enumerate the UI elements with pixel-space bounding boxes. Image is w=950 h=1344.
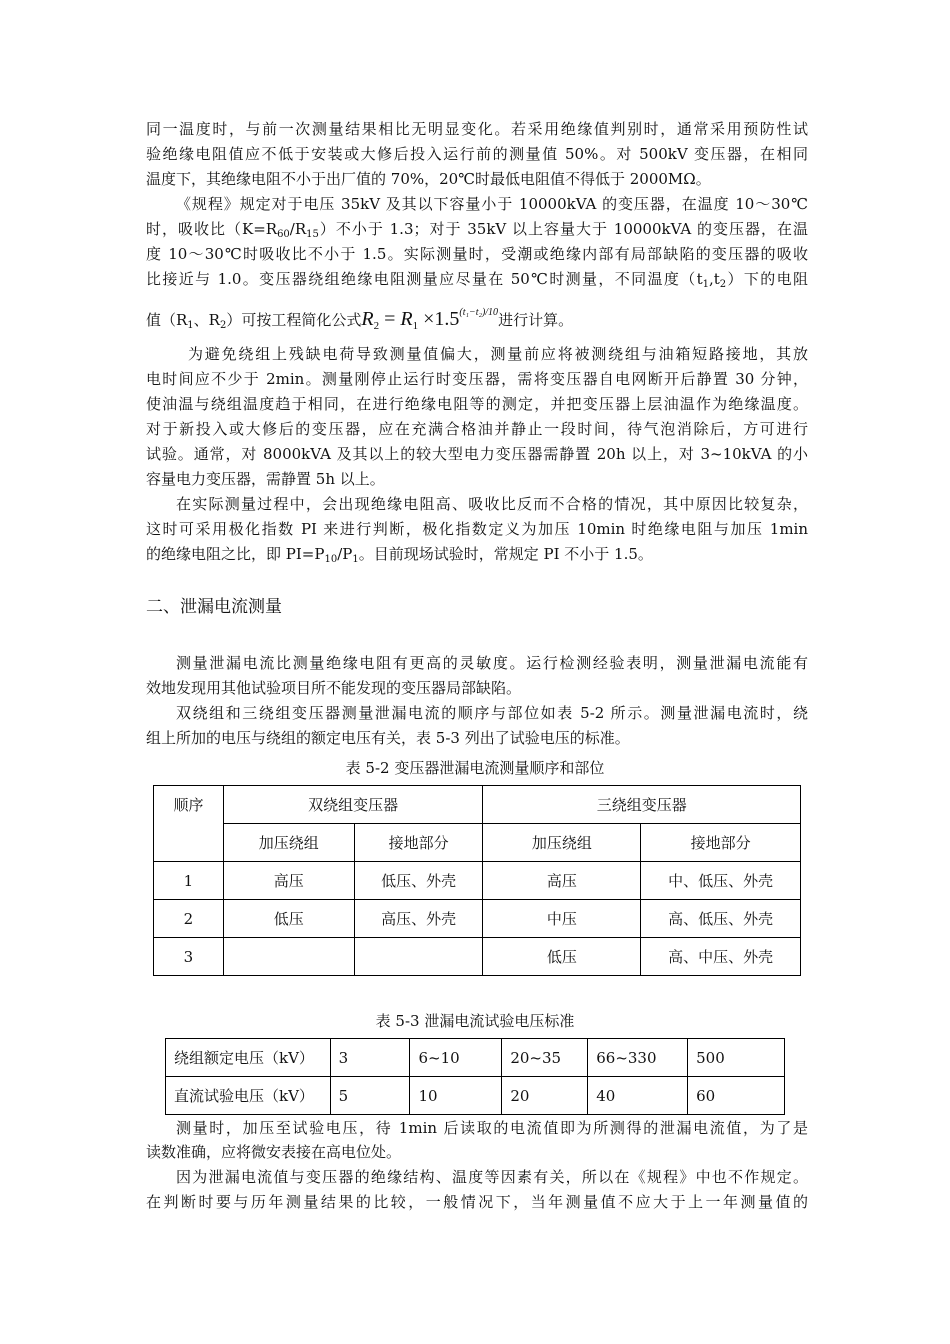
table-cell: 20~35	[502, 1039, 588, 1077]
table-cell: 高压、外壳	[354, 900, 483, 938]
table-cell: 3	[154, 938, 224, 976]
paragraph-line-with-formula: 值（$R_1$、$R_2$）可按工程简化公式$R_2 = R_1 \times 1.5^{(t_1-t_2)/10}$进行计算。	[146, 307, 574, 332]
resistance-formula: $R_2 = R_1 \times 1.5^{(t_1-t_2)/10}$	[361, 307, 499, 332]
table-cell: 加压绕组	[483, 824, 641, 862]
table-cell: 中压	[483, 900, 641, 938]
table-cell: 10	[410, 1077, 502, 1115]
paragraph-line: 因为泄漏电流值与变压器的绝缘结构、温度等因素有关，所以在《规程》中也不作规定。	[176, 1168, 808, 1186]
paragraph-line: 为避免绕组上残缺电荷导致测量值偏大，测量前应将被测绕组与油箱短路接地，其放	[188, 345, 808, 363]
table-row	[154, 938, 801, 976]
paragraph-line: 组上所加的电压与绕组的额定电压有关，表 5-3 列出了试验电压的标准。	[146, 729, 630, 747]
table-cell	[223, 938, 354, 976]
paragraph-line: 容量电力变压器，需静置 5h 以上。	[146, 470, 385, 488]
paragraph-line: 比接近与 1.0。变压器绕组绝缘电阻测量应尽量在 50℃时测量，不同温度$(t_1,t_2)$下的电阻	[146, 270, 808, 290]
table-cell: 低压、外壳	[354, 862, 483, 900]
table-cell: 高、中压、外壳	[641, 938, 801, 976]
paragraph-line: 度 10～30℃时吸收比不小于 1.5。实际测量时，受潮或绝缘内部有局部缺陷的变压器的吸收	[146, 245, 808, 263]
test-voltage-table	[165, 1038, 785, 1115]
table-cell: 顺序	[154, 786, 224, 862]
paragraph-line: 效地发现用其他试验项目所不能发现的变压器局部缺陷。	[146, 679, 522, 697]
paragraph-line: 对于新投入或大修后的变压器，应在充满合格油并静止一段时间，待气泡消除后，方可进行	[146, 420, 808, 438]
table-cell: 绕组额定电压（kV）	[166, 1039, 331, 1077]
table-cell	[354, 938, 483, 976]
paragraph-line: 同一温度时，与前一次测量结果相比无明显变化。若采用绝缘值判别时，通常采用预防性试	[146, 120, 808, 138]
paragraph-line: 温度下，其绝缘电阻不小于出厂值的 70%，20℃时最低电阻值不得低于 2000MΩ。	[146, 170, 711, 188]
table-cell: 高压	[483, 862, 641, 900]
table-cell: 40	[588, 1077, 688, 1115]
table-row	[166, 1077, 785, 1115]
table-cell: 1	[154, 862, 224, 900]
table-cell: 直流试验电压（kV）	[166, 1077, 331, 1115]
table-cell: 三绕组变压器	[483, 786, 801, 824]
table-cell: 2	[154, 900, 224, 938]
table-cell: 66~330	[588, 1039, 688, 1077]
table-caption: 表 5-3 泄漏电流试验电压标准	[375, 1012, 575, 1030]
section-heading: 二、泄漏电流测量	[146, 597, 282, 617]
paragraph-line: 在判断时要与历年测量结果的比较，一般情况下，当年测量值不应大于上一年测量值的	[146, 1193, 808, 1211]
paragraph-line: 使油温与绕组温度趋于相同，在进行绝缘电阻等的测定，并把变压器上层油温作为绝缘温度。	[146, 395, 808, 413]
table-cell: 60	[688, 1077, 785, 1115]
table-cell: 接地部分	[354, 824, 483, 862]
paragraph-line: 时，吸收比$(K=R_{60}/R_{15})$不小于 1.3；对于 35kV 以上容量大于 10000kVA 的变压器，在温	[146, 220, 808, 240]
table-cell: 高、低压、外壳	[641, 900, 801, 938]
table-cell: 加压绕组	[223, 824, 354, 862]
paragraph-line: 在实际测量过程中，会出现绝缘电阻高、吸收比反而不合格的情况，其中原因比较复杂，	[176, 495, 808, 513]
table-cell: 20	[502, 1077, 588, 1115]
paragraph-line: 双绕组和三绕组变压器测量泄漏电流的顺序与部位如表 5-2 所示。测量泄漏电流时，绕	[176, 704, 808, 722]
table-row	[154, 786, 801, 824]
table-row	[166, 1039, 785, 1077]
leakage-order-table	[153, 785, 801, 976]
table-row	[154, 900, 801, 938]
table-cell: 3	[330, 1039, 410, 1077]
table-cell: 中、低压、外壳	[641, 862, 801, 900]
paragraph-line: 读数准确，应将微安表接在高电位处。	[146, 1143, 402, 1161]
paragraph-line: 《规程》规定对于电压 35kV 及其以下容量小于 10000kVA 的变压器，在温度 10～30℃	[176, 195, 808, 213]
table-cell: 高压	[223, 862, 354, 900]
table-cell: 双绕组变压器	[223, 786, 483, 824]
paragraph-line: 测量泄漏电流比测量绝缘电阻有更高的灵敏度。运行检测经验表明，测量泄漏电流能有	[176, 654, 808, 672]
table-cell: 接地部分	[641, 824, 801, 862]
paragraph-line: 的绝缘电阻之比，即 $PI=P_{10}/P_1$。目前现场试验时，常规定 PI 不小于 1.5。	[146, 545, 653, 565]
paragraph-line: 测量时，加压至试验电压，待 1min 后读取的电流值即为所测得的泄漏电流值，为了是	[176, 1119, 808, 1137]
paragraph-line: 这时可采用极化指数 PI 来进行判断，极化指数定义为加压 10min 时绝缘电阻与加压 1min	[146, 520, 808, 538]
paragraph-line: 电时间应不少于 2min。测量刚停止运行时变压器，需将变压器自电网断开后静置 30 分钟，	[146, 370, 808, 388]
paragraph-line: 试验。通常，对 8000kVA 及其以上的较大型电力变压器需静置 20h 以上，对 3~10kVA 的小	[146, 445, 808, 463]
paragraph-line: 验绝缘电阻值应不低于安装或大修后投入运行前的测量值 50%。对 500kV 变压器，在相同	[146, 145, 808, 163]
table-row	[154, 862, 801, 900]
table-cell: 5	[330, 1077, 410, 1115]
table-cell: 低压	[483, 938, 641, 976]
table-cell: 500	[688, 1039, 785, 1077]
table-row	[154, 824, 801, 862]
table-caption: 表 5-2 变压器泄漏电流测量顺序和部位	[345, 759, 605, 777]
table-cell: 低压	[223, 900, 354, 938]
table-cell: 6~10	[410, 1039, 502, 1077]
